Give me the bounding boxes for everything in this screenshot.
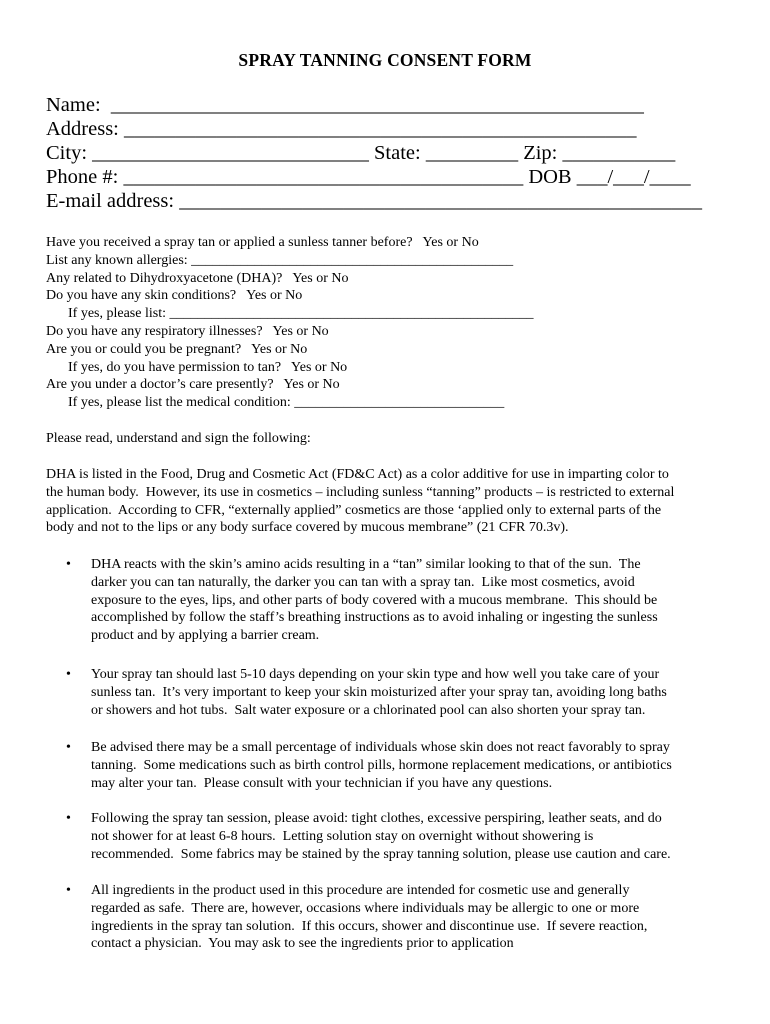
bullet-line: may alter your tan. Please consult with your technician if you have any questions.	[91, 775, 553, 791]
question-allergies[interactable]: List any known allergies: ______________________________________________	[46, 252, 514, 268]
question-pregnant-permission[interactable]: If yes, do you have permission to tan? Yes or No	[68, 359, 348, 375]
bullet-icon: •	[66, 811, 71, 826]
bullet-line: Your spray tan should last 5-10 days depending on your skin type and how well you take care of your	[91, 667, 660, 682]
paragraph-line: DHA is listed in the Food, Drug and Cosmetic Act (FD&C Act) as a color additive for use in imparting color to	[46, 467, 669, 482]
bullet-line: product and by applying a barrier cream.	[91, 628, 320, 644]
form-title: SPRAY TANNING CONSENT FORM	[238, 50, 532, 70]
bullet-line: or showers and hot tubs. Salt water exposure or a chlorinated pool can also shorten your spray tan.	[91, 702, 646, 718]
bullet-line: All ingredients in the product used in this procedure are intended for cosmetic use and generally	[91, 883, 630, 898]
question-pregnant[interactable]: Are you or could you be pregnant? Yes or No	[46, 341, 308, 357]
read-sign-intro: Please read, understand and sign the following:	[46, 431, 311, 446]
dha-paragraph	[46, 466, 736, 537]
bullet-icon: •	[66, 667, 71, 682]
name-field[interactable]: Name: ____________________________________________________	[46, 94, 644, 116]
question-skin-conditions-list[interactable]: If yes, please list: ____________________________________________________	[68, 306, 534, 322]
bullet-line: tanning. Some medications such as birth control pills, hormone replacement medications, or antibiotics	[91, 757, 672, 773]
bullet-line: exposure to the eyes, lips, and other parts of body covered with a mucous membrane. This should be	[91, 592, 658, 608]
contact-fields	[46, 93, 726, 213]
bullet-line: sunless tan. It’s very important to keep your skin moisturized after your spray tan, avoiding long baths	[91, 684, 667, 700]
bullet-line: DHA reacts with the skin’s amino acids resulting in a “tan” similar looking to that of the sun. The	[91, 557, 641, 572]
bullet-icon: •	[66, 740, 71, 755]
email-field[interactable]: E-mail address: ___________________________________________________	[46, 190, 702, 212]
bullet-line: accomplished by follow the staff’s breathing instructions as to avoid inhaling or ingesting the sunless	[91, 610, 658, 626]
bullet-line: Following the spray tan session, please avoid: tight clothes, excessive perspiring, leather seats, and do	[91, 811, 662, 826]
phone-dob-field[interactable]: Phone #: _______________________________________ DOB ___/___/____	[46, 166, 691, 188]
question-doctor-care[interactable]: Are you under a doctor’s care presently? Yes or No	[46, 377, 340, 393]
question-dha-allergy[interactable]: Any related to Dihydroxyacetone (DHA)? Yes or No	[46, 270, 349, 286]
city-state-zip-field[interactable]: City: ___________________________ State: _________ Zip: ___________	[46, 142, 676, 164]
bullet-line: contact a physician. You may ask to see the ingredients prior to application	[91, 936, 514, 952]
bullet-icon: •	[66, 883, 71, 898]
bullet-line: recommended. Some fabrics may be stained by the spray tanning solution, please use caution and care.	[91, 846, 671, 862]
paragraph-line: body and not to the lips or any body surface covered by mucous membrane” (21 CFR 70.3v).	[46, 520, 569, 536]
paragraph-line: application. According to CFR, “externally applied” cosmetics are those ‘applied only to external parts of the	[46, 502, 662, 518]
bullet-line: not shower for at least 6-8 hours. Letting solution stay on overnight without showering is	[91, 828, 594, 844]
question-prior-tan[interactable]: Have you received a spray tan or applied a sunless tanner before? Yes or No	[46, 235, 479, 250]
address-field[interactable]: Address: __________________________________________________	[46, 118, 637, 140]
paragraph-line: the human body. However, its use in cosmetics – including sunless “tanning” products – is restricted to external	[46, 484, 675, 500]
bullet-line: regarded as safe. There are, however, occasions where individuals may be allergic to one or more	[91, 900, 640, 916]
bullet-icon: •	[66, 557, 71, 572]
question-respiratory[interactable]: Do you have any respiratory illnesses? Yes or No	[46, 323, 329, 339]
question-skin-conditions[interactable]: Do you have any skin conditions? Yes or No	[46, 288, 303, 304]
bullet-line: darker you can tan naturally, the darker you can tan with a spray tan. Like most cosmetics, avoid	[91, 574, 635, 590]
bullet-line: Be advised there may be a small percentage of individuals whose skin does not react favorably to spray	[91, 740, 670, 755]
health-questions	[46, 234, 736, 412]
bullet-line: ingredients in the spray tan solution. If this occurs, shower and discontinue use. If severe reaction,	[91, 918, 648, 934]
question-medical-condition[interactable]: If yes, please list the medical condition: ______________________________	[68, 395, 505, 411]
